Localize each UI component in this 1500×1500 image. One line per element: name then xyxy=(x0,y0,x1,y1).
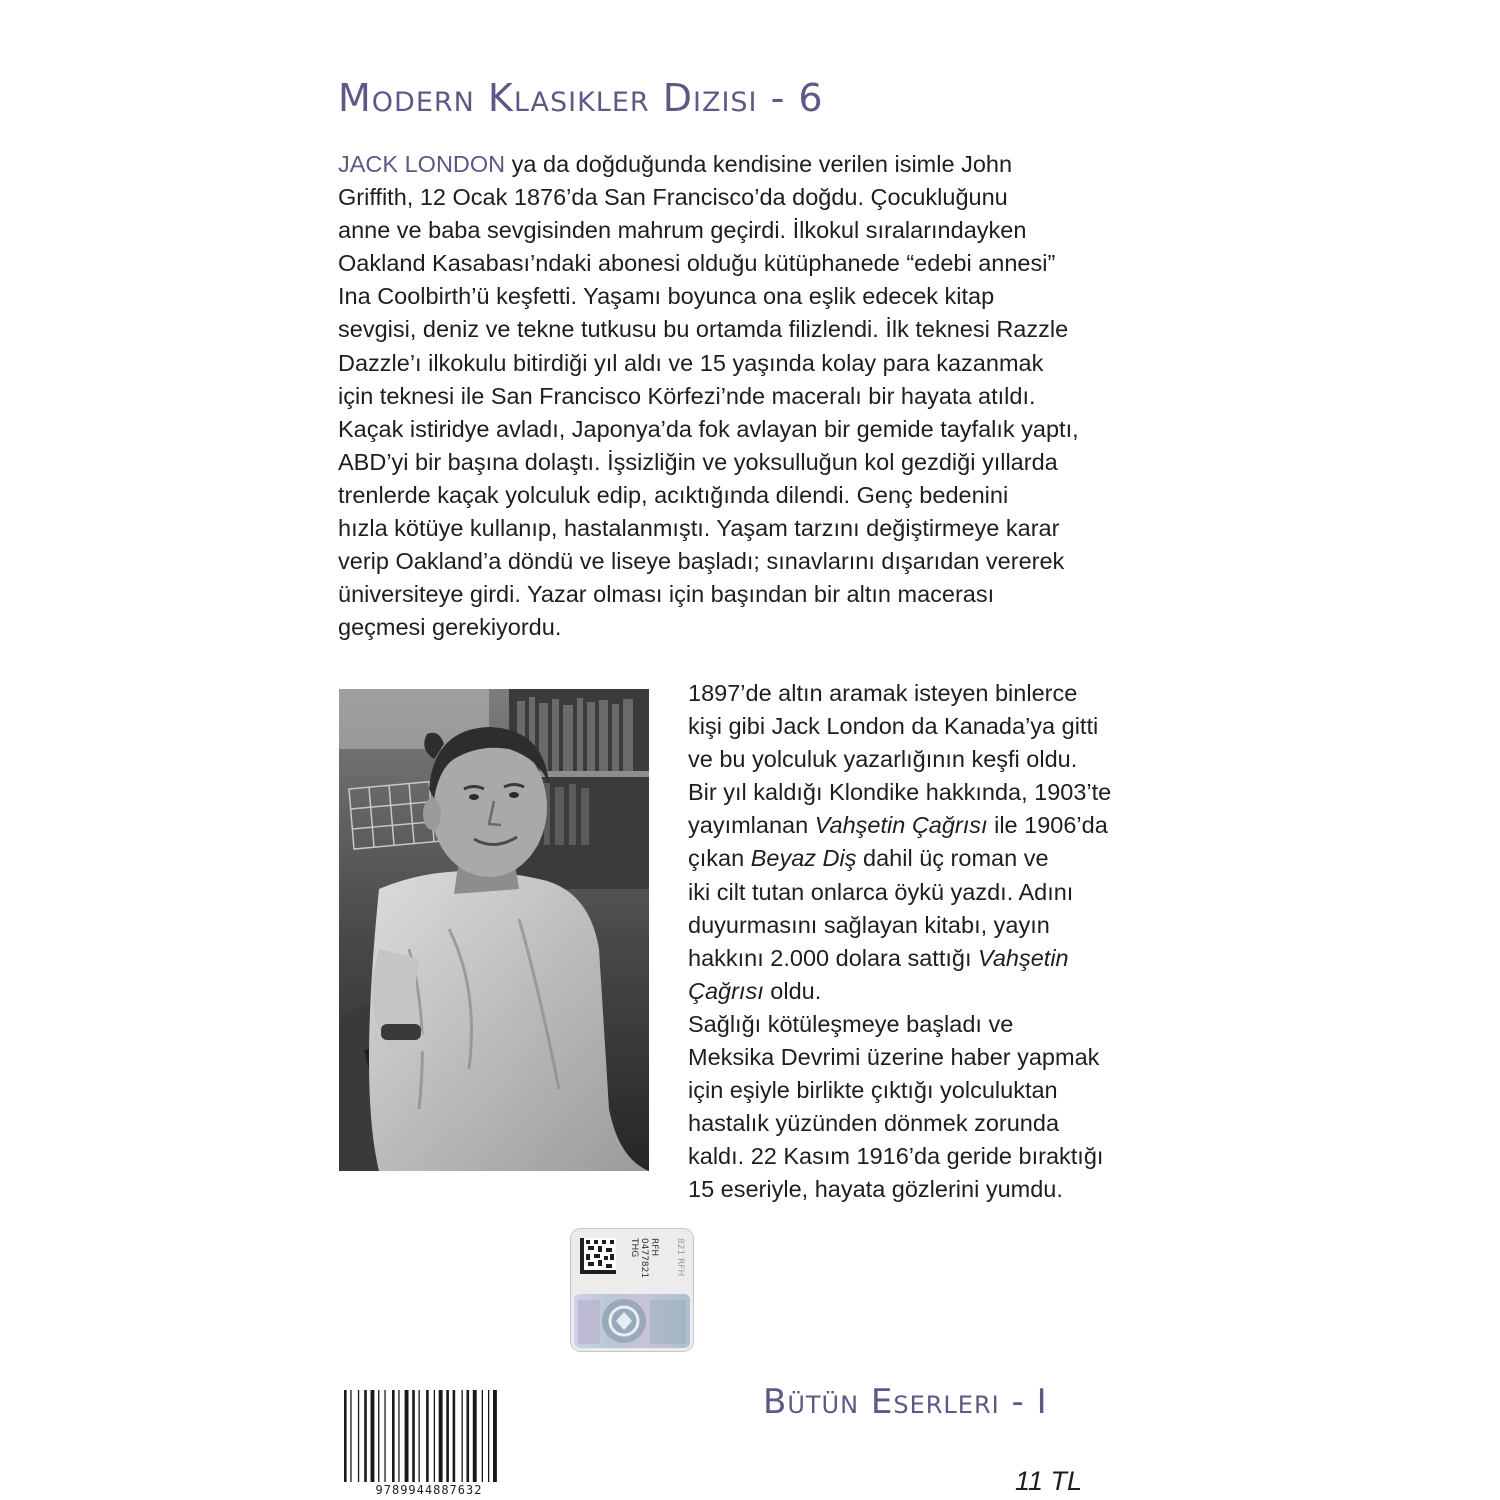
barcode-bar xyxy=(453,1390,456,1482)
barcode-bar xyxy=(473,1390,477,1482)
barcode-bar xyxy=(405,1390,409,1482)
bio2-line: kişi gibi Jack London da Kanada’ya gitti xyxy=(688,713,1099,740)
barcode-bar xyxy=(412,1390,415,1482)
bio-line: Griffith, 12 Ocak 1876’da San Francisco’da doğdu. Çocukluğunu xyxy=(338,184,1008,211)
bio2-line: Sağlığı kötüleşmeye başladı ve xyxy=(688,1010,1014,1037)
bio-line: üniversiteye girdi. Yazar olması için başından bir altın macerası xyxy=(338,581,995,608)
bio2-line: Meksika Devrimi üzerine haber yapmak xyxy=(688,1044,1100,1071)
bio-line: Dazzle’ı ilkokulu bitirdiği yıl aldı ve 15 yaşında kolay para kazanmak xyxy=(338,349,1044,376)
bio-line: Oakland Kasabası’ndaki abonesi olduğu kütüphanede “edebi annesi” xyxy=(338,250,1056,277)
bio2-text: çıkan xyxy=(688,845,751,872)
bio2-line: ve bu yolculuk yazarlığının keşfi oldu. xyxy=(688,746,1078,773)
bio2-text: dahil üç roman ve xyxy=(856,845,1049,872)
bio2-line xyxy=(688,809,1158,842)
bio2-line xyxy=(688,842,1158,875)
barcode-bar xyxy=(384,1390,385,1482)
bio-line: Kaçak istiridye avladı, Japonya’da fok avlayan bir gemide tayfalık yaptı, xyxy=(338,415,1079,442)
barcode-bar xyxy=(344,1390,347,1482)
barcode-bar xyxy=(350,1390,351,1482)
author-portrait-image xyxy=(339,689,649,1171)
book-title: Beyaz Diş xyxy=(750,845,857,872)
bio2-line: Bir yıl kaldığı Klondike hakkında, 1903’te xyxy=(688,779,1112,806)
bio2-text: yayımlanan xyxy=(688,812,815,839)
bio2-line xyxy=(688,942,1158,975)
bio2-line xyxy=(688,975,1158,1008)
barcode-bar xyxy=(398,1390,399,1482)
barcode-bar xyxy=(434,1390,435,1482)
book-title: Vahşetin Çağrısı xyxy=(814,812,988,839)
sticker-code-line-2: 0477821 xyxy=(639,1238,649,1279)
barcode-bar xyxy=(462,1390,463,1482)
bio2-line: duyurmasını sağlayan kitabı, yayın xyxy=(688,911,1050,938)
author-photo xyxy=(339,689,649,1171)
biography-paragraph xyxy=(338,148,1138,644)
bio-line: Ina Coolbirth’ü keşfetti. Yaşamı boyunca ona eşlik edecek kitap xyxy=(338,283,995,310)
barcode-bar xyxy=(371,1390,375,1482)
barcode-bar xyxy=(378,1390,379,1482)
isbn-number: 9789944887632 xyxy=(375,1483,483,1497)
hologram-sticker-graphic xyxy=(570,1228,694,1352)
barcode-bar xyxy=(482,1390,483,1482)
barcode-bar xyxy=(467,1390,470,1482)
bio-line: verip Oakland’a döndü ve liseye başladı; sınavlarını dışarıdan vererek xyxy=(338,548,1065,575)
bio2-line: 15 eseriyle, hayata gözlerini yumdu. xyxy=(688,1176,1063,1203)
biography-paragraph-2 xyxy=(688,677,1158,1207)
bio-line: sevgisi, deniz ve tekne tutkusu bu ortamda filizlendi. İlk teknesi Razzle xyxy=(338,316,1069,343)
barcode-bar xyxy=(364,1390,367,1482)
barcode-bar xyxy=(419,1390,420,1482)
bio-line-text: ya da doğduğunda kendisine verilen isimle John xyxy=(505,151,1013,177)
price-label: 11 TL xyxy=(1015,1466,1083,1496)
book-title: Vahşetin xyxy=(978,944,1069,971)
bio2-line: 1897’de altın aramak isteyen binlerce xyxy=(688,680,1078,706)
security-hologram-sticker xyxy=(570,1228,694,1352)
bio2-text: ile 1906’da xyxy=(987,812,1108,839)
bio2-line: iki cilt tutan onlarca öykü yazdı. Adını xyxy=(688,878,1074,905)
series-title: Modern Klasikler Dizisi - 6 xyxy=(338,76,824,120)
bio-line: hızla kötüye kullanıp, hastalanmıştı. Yaşam tarzını değiştirmeye karar xyxy=(338,515,1060,542)
sticker-code-line-1: THG xyxy=(629,1238,639,1258)
bio2-text: hakkını 2.000 dolara sattığı xyxy=(688,944,979,971)
bio2-line: kaldı. 22 Kasım 1916’da geride bıraktığı xyxy=(688,1143,1104,1170)
author-name: JACK LONDON xyxy=(338,151,506,177)
barcode-bar xyxy=(392,1390,395,1482)
barcode-bar xyxy=(446,1390,449,1482)
collection-title: Bütün Eserleri - I xyxy=(763,1382,1048,1422)
barcode-bar xyxy=(358,1390,359,1482)
bio2-line: hastalık yüzünden dönmek zorunda xyxy=(688,1110,1060,1137)
bio-line: trenlerde kaçak yolculuk edip, acıktığında dilendi. Genç bedenini xyxy=(338,481,1009,508)
book-title: Çağrısı xyxy=(688,977,764,1004)
bio-line: için teknesi ile San Francisco Körfezi’nde maceralı bir hayata atıldı. xyxy=(338,382,1036,409)
sticker-code-line-3: RFH xyxy=(649,1238,659,1257)
bio2-text: oldu. xyxy=(763,977,822,1004)
bio-line: anne ve baba sevgisinden mahrum geçirdi. İlkokul sıralarındayken xyxy=(338,217,1027,244)
bio-line: geçmesi gerekiyordu. xyxy=(338,614,562,641)
barcode-bar xyxy=(439,1390,443,1482)
sticker-faint-code: 821 RFH xyxy=(675,1238,685,1277)
barcode-bar xyxy=(493,1390,497,1482)
bio-line xyxy=(338,148,1138,181)
barcode-bar xyxy=(488,1390,489,1482)
bio2-line: için eşiyle birlikte çıktığı yolculuktan xyxy=(688,1077,1058,1104)
barcode-bar xyxy=(426,1390,429,1482)
bio-line: ABD’yi bir başına dolaştı. İşsizliğin ve yoksulluğun kol gezdiği yıllarda xyxy=(338,448,1058,475)
